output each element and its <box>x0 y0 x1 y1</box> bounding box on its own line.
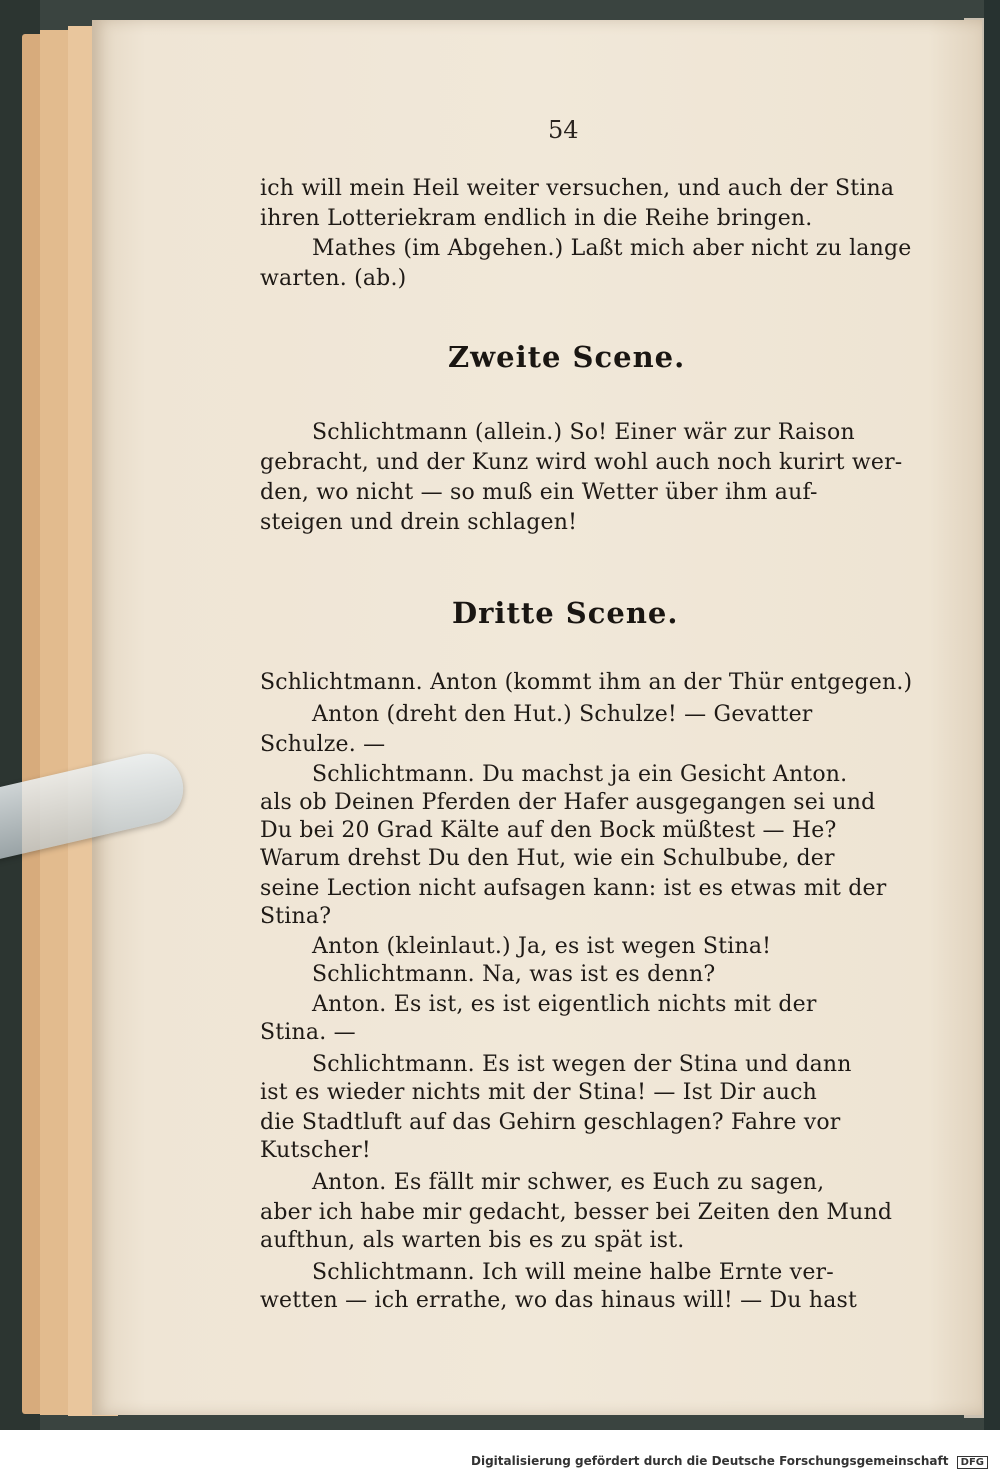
text-line: Schlichtmann. Anton (kommt ihm an der Thür entgegen.) <box>260 670 913 695</box>
text-line: Anton. Es ist, es ist eigentlich nichts mit der <box>312 992 817 1017</box>
text-line: ich will mein Heil weiter versuchen, und auch der Stina <box>260 176 895 201</box>
dfg-logo: DFG <box>957 1456 988 1469</box>
text-line: Stina? <box>260 904 332 929</box>
text-line: den, wo nicht — so muß ein Wetter über ihm auf- <box>260 480 818 505</box>
footer-credit <box>471 1454 988 1468</box>
text-line: Kutscher! <box>260 1138 371 1163</box>
scene-heading: Dritte Scene. <box>452 596 679 630</box>
text-line: Anton. Es fällt mir schwer, es Euch zu sagen, <box>312 1170 825 1195</box>
text-line: Schlichtmann. Es ist wegen der Stina und dann <box>312 1052 852 1077</box>
text-line: die Stadtluft auf das Gehirn geschlagen? Fahre vor <box>260 1110 841 1135</box>
text-line: seine Lection nicht aufsagen kann: ist es etwas mit der <box>260 876 887 901</box>
text-line: ihren Lotteriekram endlich in die Reihe bringen. <box>260 206 813 231</box>
text-line: Schlichtmann. Na, was ist es denn? <box>312 962 716 987</box>
background-right <box>984 0 1000 1430</box>
scene-heading: Zweite Scene. <box>448 340 686 374</box>
text-line: als ob Deinen Pferden der Hafer ausgegangen sei und <box>260 790 876 815</box>
text-line: Anton (dreht den Hut.) Schulze! — Gevatter <box>312 702 813 727</box>
text-line: wetten — ich errathe, wo das hinaus will! — Du hast <box>260 1288 858 1313</box>
text-line: Du bei 20 Grad Kälte auf den Bock müßtest — He? <box>260 818 837 843</box>
text-line: Mathes (im Abgehen.) Laßt mich aber nicht zu lange <box>312 236 912 261</box>
text-line: Schlichtmann (allein.) So! Einer wär zur Raison <box>312 420 855 445</box>
text-line: aufthun, als warten bis es zu spät ist. <box>260 1228 685 1253</box>
footer-bar <box>0 1430 1000 1476</box>
page-number: 54 <box>548 116 579 144</box>
text-line: Schlichtmann. Ich will meine halbe Ernte ver- <box>312 1260 834 1285</box>
text-line: Stina. — <box>260 1020 356 1045</box>
text-line: aber ich habe mir gedacht, besser bei Zeiten den Mund <box>260 1200 893 1225</box>
text-line: Schulze. — <box>260 732 386 757</box>
text-line: warten. (ab.) <box>260 266 407 291</box>
text-line: ist es wieder nichts mit der Stina! — Ist Dir auch <box>260 1080 817 1105</box>
text-line: Anton (kleinlaut.) Ja, es ist wegen Stina! <box>312 934 772 959</box>
text-line: Schlichtmann. Du machst ja ein Gesicht Anton. <box>312 762 848 787</box>
footer-text: Digitalisierung gefördert durch die Deutsche Forschungsgemeinschaft <box>471 1454 949 1468</box>
text-line: steigen und drein schlagen! <box>260 510 578 535</box>
text-line: gebracht, und der Kunz wird wohl auch noch kurirt wer- <box>260 450 903 475</box>
text-line: Warum drehst Du den Hut, wie ein Schulbube, der <box>260 846 835 871</box>
